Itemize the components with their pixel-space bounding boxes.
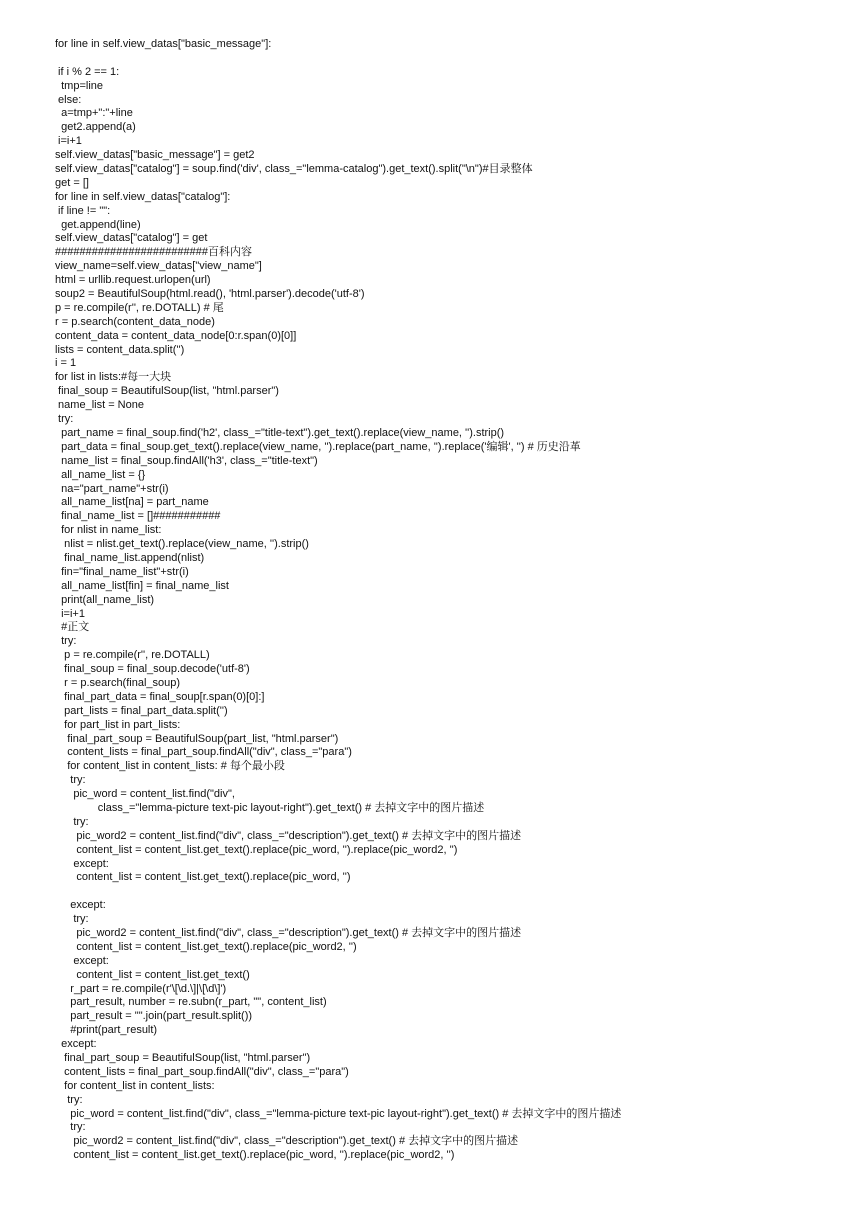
code-line: nlist = nlist.get_text().replace(view_name, '').strip() — [55, 538, 309, 551]
code-line: except: — [55, 954, 109, 967]
code-line: part_result, number = re.subn(r_part, "", content_list) — [55, 996, 327, 1009]
code-line: for list in lists:#每一大块 — [55, 371, 172, 384]
code-line: name_list = None — [55, 399, 144, 412]
code-line: try: — [55, 913, 89, 926]
code-line: all_name_list = {} — [55, 468, 146, 481]
code-line: content_list = content_list.get_text().replace(pic_word2, '') — [55, 940, 357, 953]
code-line: for line in self.view_datas["basic_message"]: — [55, 38, 272, 50]
code-line: try: — [55, 815, 89, 828]
code-line: for line in self.view_datas["catalog"]: — [55, 190, 231, 203]
code-line: final_soup = final_soup.decode('utf-8') — [55, 663, 250, 676]
code-line: get = [] — [55, 176, 89, 189]
code-line: for nlist in name_list: — [55, 524, 162, 537]
code-line: final_part_soup = BeautifulSoup(list, "html.parser") — [55, 1052, 311, 1065]
code-line: get2.append(a) — [55, 121, 136, 134]
code-line: self.view_datas["basic_message"] = get2 — [55, 149, 255, 162]
code-line: try: — [55, 1121, 86, 1134]
code-line: try: — [55, 413, 74, 426]
code-line: except: — [55, 857, 109, 870]
code-line: except: — [55, 1038, 97, 1051]
code-line: class_="lemma-picture text-pic layout-right").get_text() # 去掉文字中的图片描述 — [55, 801, 485, 814]
code-line: part_lists = final_part_data.split('') — [55, 704, 228, 717]
code-line: soup2 = BeautifulSoup(html.read(), 'html.parser').decode('utf-8') — [55, 288, 365, 301]
code-line: self.view_datas["catalog"] = soup.find('div', class_="lemma-catalog").get_text().split("\n")#目录整体 — [55, 163, 533, 176]
code-line: content_data = content_data_node[0:r.span(0)[0]] — [55, 329, 297, 342]
code-line: final_part_soup = BeautifulSoup(part_list, "html.parser") — [55, 732, 339, 745]
code-line: content_list = content_list.get_text() — [55, 968, 250, 981]
code-line: final_soup = BeautifulSoup(list, "html.parser") — [55, 385, 279, 398]
code-line: pic_word = content_list.find("div", — [55, 788, 235, 801]
code-line: self.view_datas["catalog"] = get — [55, 232, 208, 245]
code-line: if i % 2 == 1: — [55, 65, 120, 78]
code-line: if line != "": — [55, 204, 111, 217]
code-line: else: — [55, 93, 82, 106]
code-line: r_part = re.compile(r'\[\d.\]|\[\d\]') — [55, 982, 227, 995]
code-line: lists = content_data.split('') — [55, 343, 185, 356]
code-line: i = 1 — [55, 357, 77, 370]
code-line: p = re.compile(r'', re.DOTALL) # 尾 — [55, 301, 224, 314]
code-line: view_name=self.view_datas["view_name"] — [55, 260, 262, 273]
code-line: try: — [55, 635, 77, 648]
code-line: p = re.compile(r'', re.DOTALL) — [55, 649, 210, 662]
code-line: content_lists = final_part_soup.findAll("div", class_="para") — [55, 746, 352, 759]
code-line: for content_list in content_lists: — [55, 1079, 215, 1092]
code-line: #正文 — [55, 621, 90, 634]
code-line: name_list = final_soup.findAll('h3', class_="title-text") — [55, 454, 318, 467]
code-line: i=i+1 — [55, 135, 82, 148]
code-line: all_name_list[fin] = final_name_list — [55, 579, 229, 592]
code-line: part_result = "".join(part_result.split()) — [55, 1010, 253, 1023]
code-line: a=tmp+":"+line — [55, 107, 133, 120]
code-line: try: — [55, 774, 86, 787]
code-line: final_name_list.append(nlist) — [55, 551, 205, 564]
code-line: except: — [55, 899, 106, 912]
code-line: content_list = content_list.get_text().replace(pic_word, '') — [55, 871, 351, 884]
code-line: pic_word2 = content_list.find("div", class_="description").get_text() # 去掉文字中的图片描述 — [55, 829, 522, 842]
code-line: #print(part_result) — [55, 1024, 158, 1037]
code-line: print(all_name_list) — [55, 593, 155, 606]
code-line: #########################百科内容 — [55, 246, 252, 259]
code-line: content_lists = final_part_soup.findAll("div", class_="para") — [55, 1065, 349, 1078]
code-line: pic_word2 = content_list.find("div", class_="description").get_text() # 去掉文字中的图片描述 — [55, 927, 522, 939]
code-line: pic_word2 = content_list.find("div", class_="description").get_text() # 去掉文字中的图片描述 — [55, 1135, 519, 1148]
code-line: i=i+1 — [55, 607, 85, 620]
code-listing — [55, 38, 855, 1163]
code-line: final_name_list = []########### — [55, 510, 221, 523]
code-line: html = urllib.request.urlopen(url) — [55, 274, 211, 287]
code-line: part_data = final_soup.get_text().replace(view_name, '').replace(part_name, '').replace('编辑', '') # 历史沿革 — [55, 440, 581, 453]
code-line: try: — [55, 1093, 83, 1106]
code-line: get.append(line) — [55, 218, 141, 231]
code-line: tmp=line — [55, 79, 103, 92]
code-line: all_name_list[na] = part_name — [55, 496, 209, 509]
code-line: final_part_data = final_soup[r.span(0)[0]:] — [55, 690, 265, 703]
code-line: content_list = content_list.get_text().replace(pic_word, '').replace(pic_word2, '') — [55, 1149, 455, 1162]
code-line: fin="final_name_list"+str(i) — [55, 565, 189, 578]
code-line: part_name = final_soup.find('h2', class_="title-text").get_text().replace(view_name, '').strip() — [55, 426, 505, 439]
code-line — [55, 885, 855, 899]
code-line: for content_list in content_lists: # 每个最小段 — [55, 760, 285, 773]
code-line: for part_list in part_lists: — [55, 718, 181, 731]
code-line: pic_word = content_list.find("div", class_="lemma-picture text-pic layout-right").get_text() # 去掉文字中的图片描述 — [55, 1107, 622, 1120]
code-line — [55, 52, 855, 66]
code-line: na="part_name"+str(i) — [55, 482, 169, 495]
code-line: r = p.search(final_soup) — [55, 676, 181, 689]
code-line: r = p.search(content_data_node) — [55, 315, 215, 328]
code-line: content_list = content_list.get_text().replace(pic_word, '').replace(pic_word2, '') — [55, 843, 458, 856]
